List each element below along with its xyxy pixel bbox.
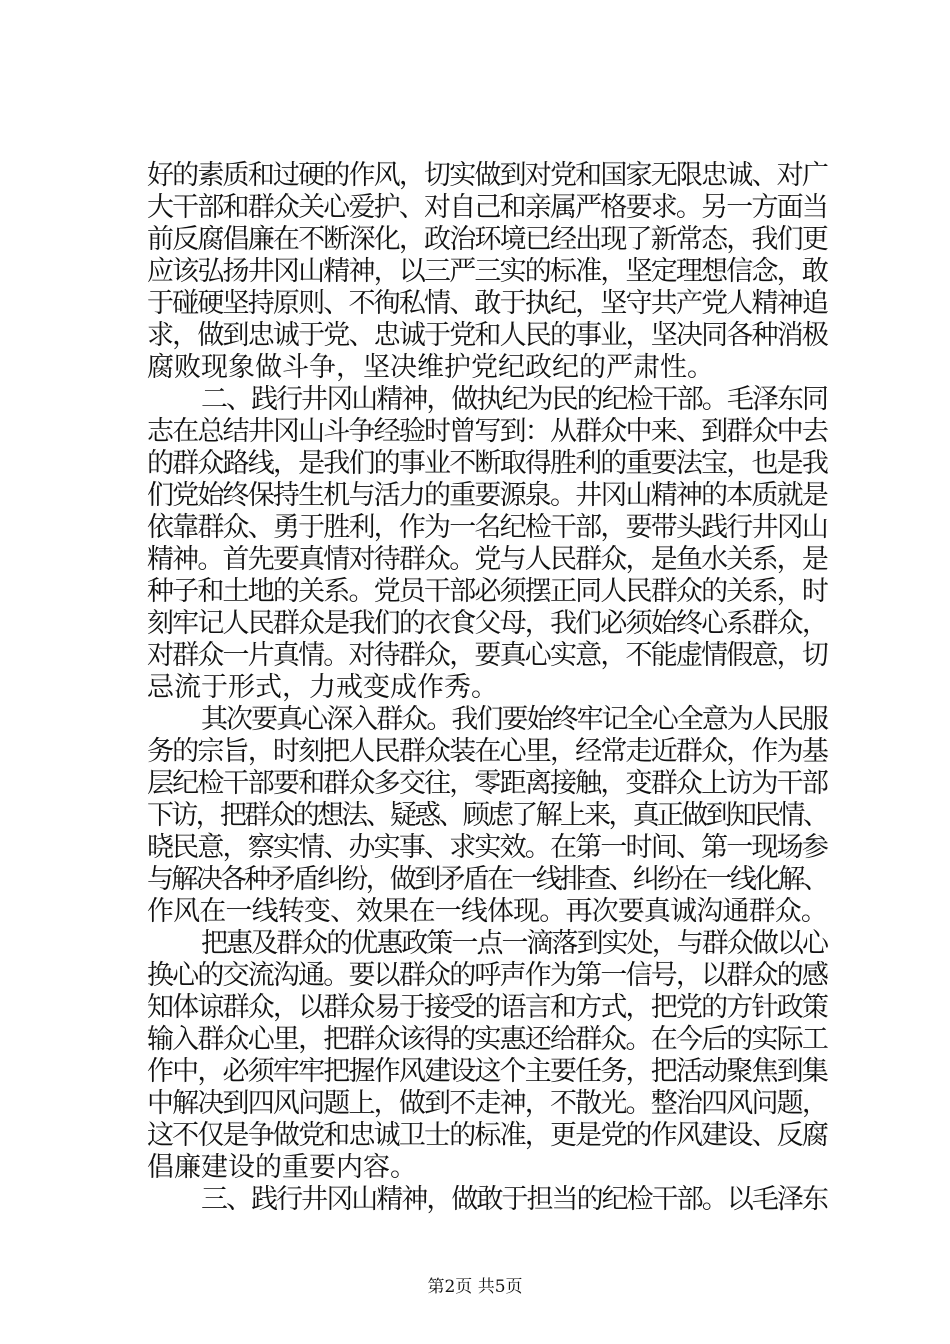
- text-line: 精神。首先要真情对待群众。党与人民群众，是鱼水关系，是: [147, 544, 827, 575]
- text-line: 输入群众心里，把群众该得的实惠还给群众。在今后的实际工: [147, 1024, 827, 1055]
- text-line: 们党始终保持生机与活力的重要源泉。井冈山精神的本质就是: [147, 480, 827, 511]
- text-line: 应该弘扬井冈山精神，以三严三实的标准，坚定理想信念，敢: [147, 256, 827, 287]
- text-line: 种子和土地的关系。党员干部必须摆正同人民群众的关系，时: [147, 576, 827, 607]
- text-line: 晓民意，察实情、办实事、求实效。在第一时间、第一现场参: [147, 832, 827, 863]
- text-line: 前反腐倡廉在不断深化，政治环境已经出现了新常态，我们更: [147, 224, 827, 255]
- text-line: 作中，必须牢牢把握作风建设这个主要任务，把活动聚焦到集: [147, 1056, 827, 1087]
- text-line: 作风在一线转变、效果在一线体现。再次要真诚沟通群众。: [147, 896, 827, 927]
- text-line: 忌流于形式，力戒变成作秀。: [147, 672, 498, 703]
- text-line: 与解决各种矛盾纠纷，做到矛盾在一线排查、纠纷在一线化解、: [147, 864, 827, 895]
- text-line: 腐败现象做斗争，坚决维护党纪政纪的严肃性。: [147, 352, 714, 383]
- text-line: 于碰硬坚持原则、不徇私情、敢于执纪，坚守共产党人精神追: [147, 288, 827, 319]
- text-line: 知体谅群众，以群众易于接受的语言和方式，把党的方针政策: [147, 992, 827, 1023]
- text-line: 换心的交流沟通。要以群众的呼声作为第一信号，以群众的感: [147, 960, 827, 991]
- text-line: 志在总结井冈山斗争经验时曾写到：从群众中来、到群众中去: [147, 416, 827, 447]
- text-line: 的群众路线，是我们的事业不断取得胜利的重要法宝，也是我: [147, 448, 827, 479]
- text-line: 好的素质和过硬的作风，切实做到对党和国家无限忠诚、对广: [147, 160, 827, 191]
- text-line: 大干部和群众关心爱护、对自己和亲属严格要求。另一方面当: [147, 192, 827, 223]
- text-line: 层纪检干部要和群众多交往，零距离接触，变群众上访为干部: [147, 768, 827, 799]
- paragraph-start-line: 其次要真心深入群众。我们要始终牢记全心全意为人民服: [201, 704, 827, 735]
- text-line: 对群众一片真情。对待群众，要真心实意，不能虚情假意，切: [147, 640, 827, 671]
- paragraph-start-line: 把惠及群众的优惠政策一点一滴落到实处，与群众做以心: [201, 928, 827, 959]
- text-line: 中解决到四风问题上，做到不走神，不散光。整治四风问题，: [147, 1088, 827, 1119]
- paragraph-start-line: 三、践行井冈山精神，做敢于担当的纪检干部。以毛泽东: [201, 1184, 827, 1215]
- text-line: 求，做到忠诚于党、忠诚于党和人民的事业，坚决同各种消极: [147, 320, 827, 351]
- text-line: 务的宗旨，时刻把人民群众装在心里，经常走近群众，作为基: [147, 736, 827, 767]
- page-number-footer: 第2页 共5页: [427, 1277, 523, 1297]
- paragraph-start-line: 二、践行井冈山精神，做执纪为民的纪检干部。毛泽东同: [201, 384, 827, 415]
- text-line: 刻牢记人民群众是我们的衣食父母，我们必须始终心系群众，: [147, 608, 827, 639]
- text-line: 依靠群众、勇于胜利，作为一名纪检干部，要带头践行井冈山: [147, 512, 827, 543]
- text-line: 这不仅是争做党和忠诚卫士的标准，更是党的作风建设、反腐: [147, 1120, 827, 1151]
- text-line: 下访，把群众的想法、疑惑、顾虑了解上来，真正做到知民情、: [147, 800, 827, 831]
- text-line: 倡廉建设的重要内容。: [147, 1152, 417, 1183]
